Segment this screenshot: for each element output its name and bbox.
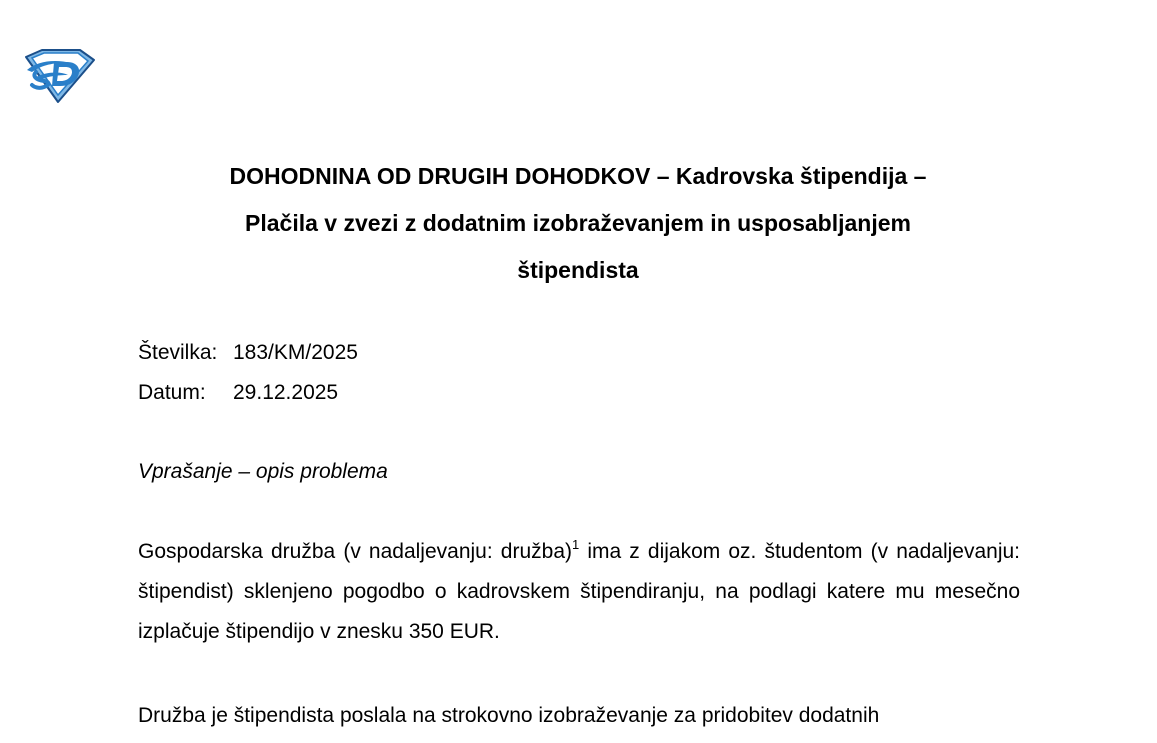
document-date-row [138, 380, 338, 406]
title-line-1: DOHODNINA OD DRUGIH DOHODKOV – Kadrovska štipendija – [229, 163, 927, 189]
document-title [120, 153, 1036, 294]
paragraph-1 [138, 532, 1020, 652]
title-line-3: štipendista [517, 257, 639, 283]
document-number-value: 183/KM/2025 [233, 341, 358, 364]
title-line-2: Plačila v zvezi z dodatnim izobraževanjem in usposabljanjem [245, 210, 911, 236]
document-number-row [138, 340, 358, 366]
paragraph-2: Družba je štipendista poslala na strokovno izobraževanje za pridobitev dodatnih [138, 704, 880, 727]
document-number-label: Številka: [138, 341, 218, 364]
section-heading: Vprašanje – opis problema [138, 460, 388, 483]
footnote-reference-1[interactable]: 1 [572, 537, 580, 552]
paragraph-1-rest: ima z dijakom oz. študentom (v nadaljevanju: štipendist) sklenjeno pogodbo o kadrovskem štipendiranju, na podlagi katere mu mesečno izplačuje štipendijo v znesku 350 EUR. [138, 540, 1020, 643]
financial-administration-logo-icon [22, 48, 96, 104]
document-date-label: Datum: [138, 381, 206, 404]
document-date-value: 29.12.2025 [233, 381, 339, 404]
paragraph-1-start: Gospodarska družba (v nadaljevanju: družba) [138, 540, 572, 563]
